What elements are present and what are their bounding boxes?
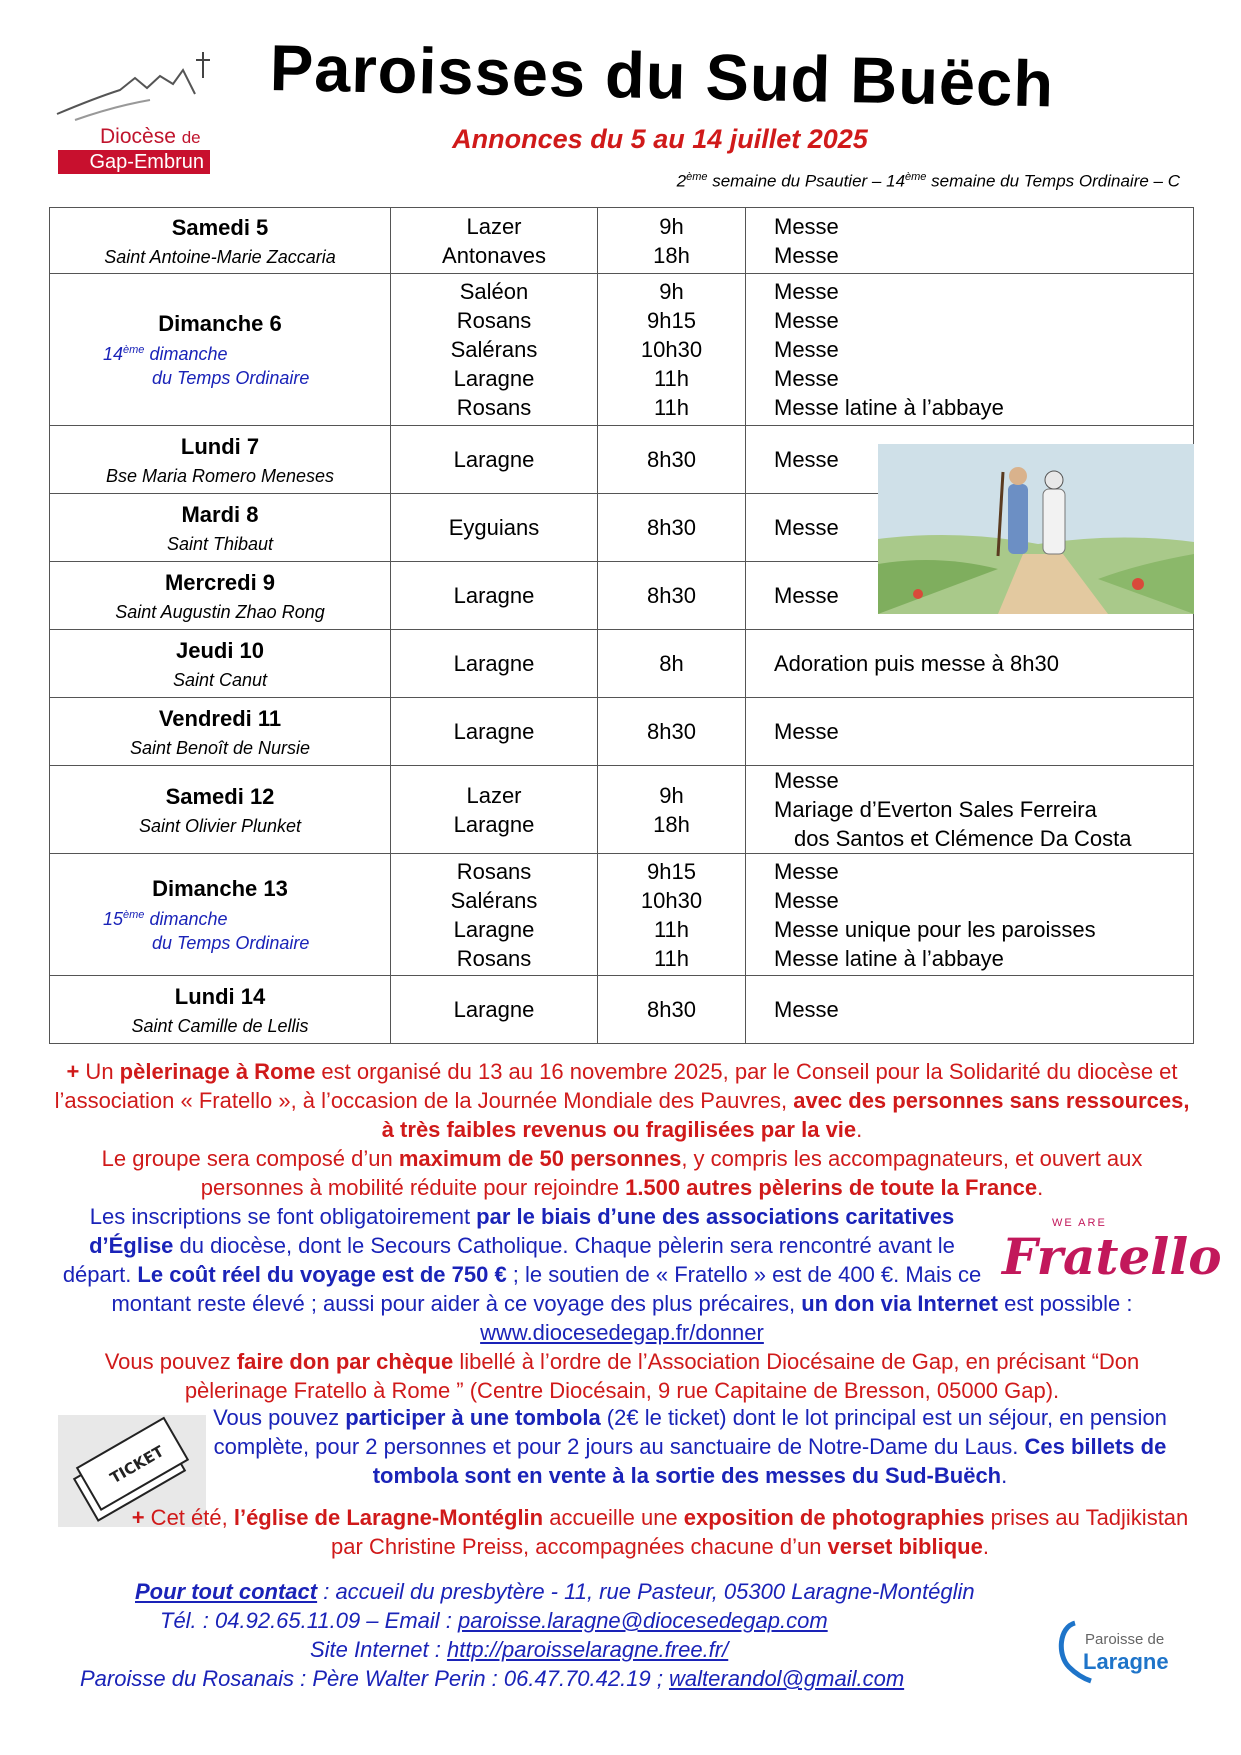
time: 10h30 <box>640 887 703 913</box>
time: 9h <box>659 279 684 304</box>
schedule-day-cell <box>50 208 391 274</box>
time-cell <box>598 208 746 274</box>
liturgical-week: 2ème semaine du Psautier – 14ème semaine du Temps Ordinaire – C <box>676 171 1180 191</box>
schedule-row <box>50 274 1194 426</box>
day-name: Lundi 7 <box>180 433 260 459</box>
donate-link[interactable]: www.diocesedegap.fr/donner <box>480 1320 764 1345</box>
time-cell <box>598 766 746 854</box>
time: 8h30 <box>647 997 696 1022</box>
paroisse-logo-line2: Laragne <box>1083 1649 1169 1674</box>
time: 8h <box>659 651 684 676</box>
saint-of-day: Bse Maria Romero Meneses <box>105 465 335 486</box>
saint-of-day: Saint Olivier Plunket <box>138 815 302 836</box>
activity: Messe <box>774 447 839 472</box>
day-name: Mardi 8 <box>181 501 259 527</box>
page-title: Paroisses du Sud Buëch <box>269 31 1055 121</box>
place: Laragne <box>453 447 535 472</box>
contact-line-1: Pour tout contact : accueil du presbytère - 11, rue Pasteur, 05300 Laragne-Montéglin <box>135 1579 975 1604</box>
schedule-row <box>50 976 1194 1044</box>
schedule-row <box>50 208 1194 274</box>
activity: Adoration puis messe à 8h30 <box>774 651 1059 676</box>
schedule-row <box>50 630 1194 698</box>
fratello-tagline: WE ARE <box>1052 1217 1107 1229</box>
time-cell <box>598 562 746 630</box>
time-cell <box>598 854 746 976</box>
activity: Messe <box>774 583 839 608</box>
day-name: Vendredi 11 <box>158 705 282 731</box>
tombola-paragraph: Vous pouvez participer à une tombola (2€ le ticket) dont le lot principal est un séjour, en pension complète, pour 2 personnes et pour 2 jours au sanctuaire de Notre-Dame du Laus. Ces billets de tombola sont en vente à la sortie des messes du Sud-Buëch. <box>213 1405 1167 1488</box>
place-cell <box>391 274 598 426</box>
schedule-day-cell <box>50 698 391 766</box>
place: Rosans <box>456 395 532 420</box>
activity-cell <box>746 976 1194 1044</box>
activity: Messe <box>774 366 839 391</box>
saint-of-day: Saint Thibaut <box>166 533 274 554</box>
schedule-row <box>50 766 1194 854</box>
time: 18h <box>653 242 690 268</box>
pilgrimage-paragraph-4: Vous pouvez faire don par chèque libellé à l’ordre de l’Association Diocésaine de Gap, en précisant “Don pèlerinage Fratello à Rome ” (Centre Diocésain, 9 rue Capitaine de Bresson, 05000 Gap). <box>104 1349 1140 1403</box>
time: 11h <box>653 945 690 971</box>
diocese-subname: Gap-Embrun <box>58 150 210 174</box>
activity: Messe <box>774 887 839 913</box>
time: 10h30 <box>640 337 703 362</box>
time-cell <box>598 494 746 562</box>
activity-cell <box>746 274 1194 426</box>
place-cell <box>391 766 598 854</box>
activity: Mariage d’Everton Sales Ferreira <box>774 797 1097 822</box>
schedule-day-cell <box>50 426 391 494</box>
schedule-day-cell <box>50 766 391 854</box>
time: 18h <box>653 811 690 837</box>
time-cell <box>598 698 746 766</box>
place-cell <box>391 494 598 562</box>
liturgical-sunday: 14ème dimanche <box>103 344 228 364</box>
contact-label: Pour tout contact <box>135 1579 318 1604</box>
activity: Messe <box>774 308 839 333</box>
time-cell <box>598 426 746 494</box>
page-subtitle: Annonces du 5 au 14 juillet 2025 <box>452 124 868 154</box>
time: 9h <box>659 213 684 239</box>
diocese-logo <box>55 48 225 183</box>
activity-cell <box>746 698 1194 766</box>
schedule-day-cell <box>50 494 391 562</box>
saint-of-day: Saint Camille de Lellis <box>131 1015 309 1036</box>
liturgical-sunday: 15ème dimanche <box>103 909 228 929</box>
time-cell <box>598 976 746 1044</box>
saint-of-day: Saint Antoine-Marie Zaccaria <box>104 246 336 267</box>
place: Lazer <box>466 782 522 808</box>
place-cell <box>391 562 598 630</box>
activity: Messe <box>774 997 839 1022</box>
time: 11h <box>653 395 690 420</box>
day-name: Dimanche 6 <box>158 311 282 336</box>
day-name: Samedi 5 <box>171 214 269 240</box>
place: Laragne <box>453 997 535 1022</box>
time: 9h15 <box>647 858 696 884</box>
place: Laragne <box>453 719 535 744</box>
place: Lazer <box>466 213 522 239</box>
place: Laragne <box>453 651 535 676</box>
time-cell <box>598 274 746 426</box>
day-name: Jeudi 10 <box>175 637 265 663</box>
saint-of-day: Saint Canut <box>172 669 268 690</box>
day-name: Dimanche 13 <box>152 876 288 901</box>
schedule-day-cell <box>50 630 391 698</box>
contact-line-4: Paroisse du Rosanais : Père Walter Perin : 06.47.70.42.19 ; walterandol@gmail.com <box>80 1666 905 1691</box>
email-link[interactable]: paroisse.laragne@diocesedegap.com <box>458 1608 828 1633</box>
pilgrims-painting <box>878 444 1194 614</box>
time: 8h30 <box>647 583 696 608</box>
time: 9h <box>659 782 684 808</box>
pilgrimage-paragraph-2: Le groupe sera composé d’un maximum de 50 personnes, y compris les accompagnateurs, et ouvert aux personnes à mobilité réduite pour rejoindre 1.500 autres pèlerins de toute la France. <box>101 1146 1143 1200</box>
place: Saléon <box>459 279 529 304</box>
activity: Messe unique pour les paroisses <box>774 916 1096 942</box>
place: Rosans <box>456 945 532 971</box>
activity: Messe <box>774 858 839 884</box>
schedule-row <box>50 698 1194 766</box>
activity-cell <box>746 854 1194 976</box>
place: Laragne <box>453 811 535 837</box>
place: Laragne <box>453 916 535 942</box>
time: 8h30 <box>647 719 696 744</box>
schedule-table <box>49 207 1194 1044</box>
activity: Messe <box>774 242 839 268</box>
place-cell <box>391 426 598 494</box>
contact-line-2: Tél. : 04.92.65.11.09 – Email : paroisse.laragne@diocesedegap.com <box>160 1608 828 1633</box>
time: 8h30 <box>647 447 696 472</box>
place-cell <box>391 698 598 766</box>
schedule-day-cell <box>50 976 391 1044</box>
activity-cell <box>746 766 1194 854</box>
schedule-day-cell <box>50 854 391 976</box>
saint-of-day: Saint Benoît de Nursie <box>129 737 311 758</box>
place: Rosans <box>456 308 532 333</box>
place: Laragne <box>453 366 535 391</box>
diocese-name: Diocèse de <box>100 125 201 148</box>
time-cell <box>598 630 746 698</box>
activity-cell <box>746 208 1194 274</box>
time: 11h <box>653 916 690 942</box>
time: 9h15 <box>647 308 696 333</box>
time: 11h <box>653 366 690 391</box>
saint-of-day: Saint Augustin Zhao Rong <box>115 601 325 622</box>
place: Eyguians <box>448 515 540 540</box>
activity: Messe <box>774 515 839 540</box>
place-cell <box>391 630 598 698</box>
place-cell <box>391 854 598 976</box>
time: 8h30 <box>647 515 696 540</box>
rosanais-email-link[interactable]: walterandol@gmail.com <box>669 1666 905 1691</box>
place: Rosans <box>456 858 532 884</box>
place: Laragne <box>453 583 535 608</box>
place: Salérans <box>450 887 538 913</box>
paroisse-logo-line1: Paroisse de <box>1085 1631 1165 1648</box>
activity: Messe latine à l’abbaye <box>774 945 1004 971</box>
pilgrimage-paragraph-1: + Un pèlerinage à Rome est organisé du 13 au 16 novembre 2025, par le Conseil pour la Solidarité du diocèse et l’association « Fratello », à l’occasion de la Journée Mondiale des Pauvres, avec des personnes sans ressources, à très faibles revenus ou fragilisées par la vie. <box>54 1059 1190 1142</box>
schedule-day-cell <box>50 562 391 630</box>
website-link[interactable]: http://paroisselaragne.free.fr/ <box>446 1637 729 1662</box>
place-cell <box>391 976 598 1044</box>
schedule-row <box>50 854 1194 976</box>
activity: Messe <box>774 213 839 239</box>
activity: dos Santos et Clémence Da Costa <box>794 826 1132 851</box>
place-cell <box>391 208 598 274</box>
liturgical-sunday-line2: du Temps Ordinaire <box>152 368 310 388</box>
day-name: Lundi 14 <box>174 983 266 1009</box>
activity-cell <box>746 630 1194 698</box>
activity: Messe <box>774 337 839 362</box>
ticket-text: TICKET <box>106 1442 167 1488</box>
activity: Messe <box>774 719 839 744</box>
liturgical-sunday-line2: du Temps Ordinaire <box>152 933 310 953</box>
day-name: Samedi 12 <box>165 783 275 809</box>
place: Salérans <box>450 337 538 362</box>
activity: Messe latine à l’abbaye <box>774 395 1004 420</box>
day-name: Mercredi 9 <box>164 569 276 595</box>
schedule-day-cell <box>50 274 391 426</box>
pilgrimage-paragraph-3: Les inscriptions se font obligatoirement par le biais d’une des associations caritatives d’Église du diocèse, dont le Secours Catholique. Chaque pèlerin sera rencontré avant le départ. Le coût réel du voyage est de 750 € ; le soutien de « Fratello » est de 400 €. Mais ce montant reste élevé ; aussi pour aider à ce voyage des plus précaires, un don via Internet est possible : www.diocesedegap.fr/donner <box>52 1202 1192 1347</box>
expo-paragraph: + Cet été, l’église de Laragne-Montéglin accueille une exposition de photographies prises au Tadjikistan par Christine Preiss, accompagnées chacune d’un verset biblique. <box>131 1505 1189 1559</box>
fratello-logo <box>1000 1213 1222 1293</box>
fratello-wordmark: Fratello <box>1002 1227 1222 1286</box>
paroisse-laragne-logo <box>1055 1615 1200 1685</box>
activity: Messe <box>774 279 839 304</box>
activity: Messe <box>774 768 839 793</box>
contact-line-3: Site Internet : http://paroisselaragne.free.fr/ <box>310 1637 729 1662</box>
place: Antonaves <box>442 242 546 268</box>
mountain-cross-icon <box>55 48 225 128</box>
